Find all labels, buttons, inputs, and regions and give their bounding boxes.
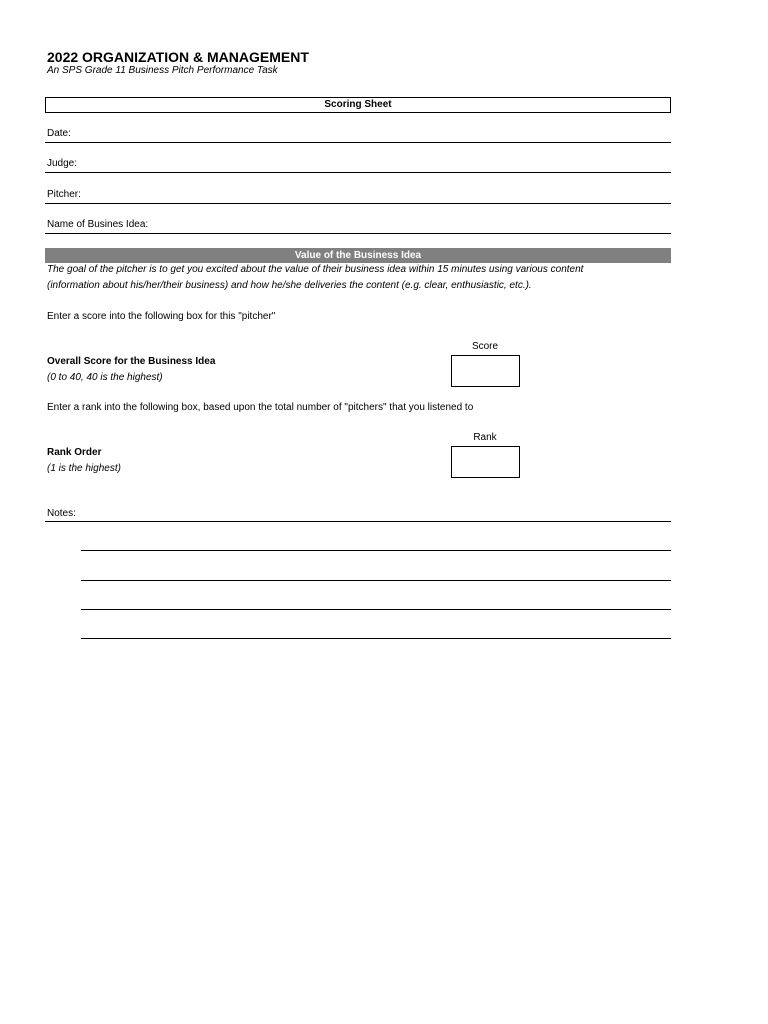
- judge-field[interactable]: [45, 172, 671, 173]
- date-label: Date:: [47, 128, 71, 139]
- rank-title: Rank Order: [47, 447, 102, 458]
- business-name-field[interactable]: [45, 233, 671, 234]
- section-header-value: Value of the Business Idea: [45, 248, 671, 263]
- section-description-line-2: (information about his/her/their business) and how he/she deliveries the content (e.g. clear, enthusiastic, etc.).: [47, 280, 532, 291]
- score-instruction: Enter a score into the following box for this "pitcher": [47, 311, 276, 322]
- document-title: 2022 ORGANIZATION & MANAGEMENT: [47, 49, 309, 65]
- score-box-label: Score: [471, 341, 499, 352]
- judge-label: Judge:: [47, 158, 78, 169]
- date-field[interactable]: [45, 142, 671, 143]
- notes-line-3[interactable]: [81, 580, 671, 581]
- document-subtitle: An SPS Grade 11 Business Pitch Performance Task: [47, 65, 278, 76]
- pitcher-field[interactable]: [45, 203, 671, 204]
- score-input-box[interactable]: [451, 355, 520, 387]
- rank-box-label: Rank: [473, 432, 497, 443]
- notes-label: Notes:: [47, 508, 76, 519]
- notes-line-5[interactable]: [81, 638, 671, 639]
- score-range-note: (0 to 40, 40 is the highest): [47, 372, 163, 383]
- rank-instruction: Enter a rank into the following box, based upon the total number of "pitchers" that you listened to: [47, 402, 474, 413]
- notes-line-2[interactable]: [81, 550, 671, 551]
- rank-input-box[interactable]: [451, 446, 520, 478]
- score-title: Overall Score for the Business Idea: [47, 356, 216, 367]
- scoring-sheet-header: Scoring Sheet: [45, 97, 671, 113]
- business-name-label: Name of Busines Idea:: [47, 219, 149, 230]
- rank-note: (1 is the highest): [47, 463, 121, 474]
- notes-line-1[interactable]: [45, 521, 671, 522]
- pitcher-label: Pitcher:: [47, 189, 81, 200]
- section-description-line-1: The goal of the pitcher is to get you excited about the value of their business idea within 15 minutes using various content: [47, 264, 584, 275]
- notes-line-4[interactable]: [81, 609, 671, 610]
